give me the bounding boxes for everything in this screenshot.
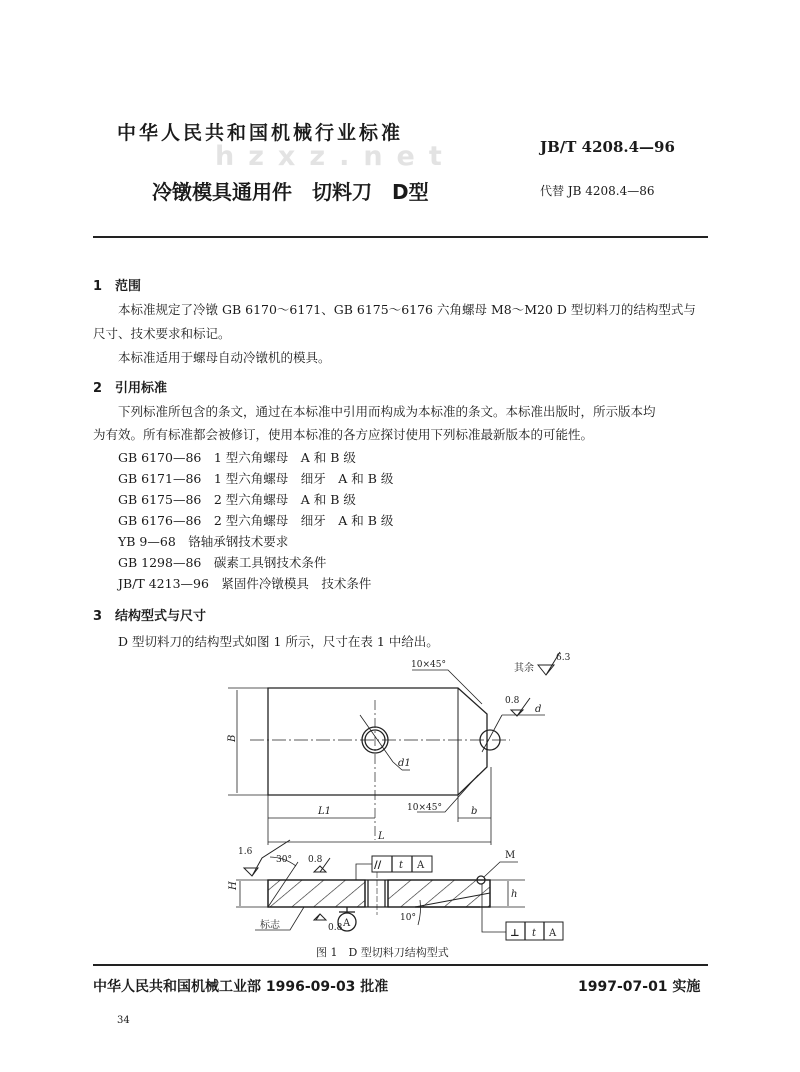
- cutter-top-view: [268, 688, 487, 795]
- footer-rule: [93, 964, 708, 966]
- roughness-top: 0.8: [308, 855, 323, 865]
- reference-item: GB 6170—86 1 型六角螺母 A 和 B 级: [118, 450, 356, 465]
- reference-item: GB 6171—86 1 型六角螺母 细牙 A 和 B 级: [118, 471, 394, 486]
- angle-10: 10°: [400, 913, 416, 923]
- parallel-datum: A: [417, 860, 425, 871]
- label-H: H: [228, 881, 239, 890]
- effective-date: 1997-07-01 实施: [578, 979, 701, 995]
- paragraph: 尺寸、技术要求和标记。: [93, 326, 231, 341]
- reference-item: GB 6176—86 2 型六角螺母 细牙 A 和 B 级: [118, 513, 394, 528]
- page-number: 34: [117, 1015, 130, 1026]
- reference-item: JB/T 4213—96 紧固件冷镦模具 技术条件: [118, 576, 372, 591]
- datum-label: A: [343, 918, 351, 929]
- figure-caption: 图 1 D 型切料刀结构型式: [316, 946, 449, 959]
- label-M: M: [505, 850, 516, 861]
- paragraph: 本标准适用于螺母自动冷镦机的模具。: [118, 350, 331, 365]
- marking-label: 标志: [260, 920, 280, 931]
- document-title: 冷镦模具通用件 切料刀 D型: [152, 180, 429, 204]
- label-b: b: [471, 806, 478, 817]
- reference-item: GB 6175—86 2 型六角螺母 A 和 B 级: [118, 492, 356, 507]
- roughness-hole: 0.8: [505, 696, 520, 706]
- reference-item: YB 9—68 铬轴承钢技术要求: [118, 534, 289, 549]
- paragraph: 下列标准所包含的条文，通过在本标准中引用而构成为本标准的条文。本标准出版时，所示版本均: [118, 404, 656, 419]
- rest-roughness-label: 其余: [514, 663, 534, 674]
- chamfer-bottom: 10×45°: [407, 803, 442, 813]
- paragraph: 为有效。所有标准都会被修订，使用本标准的各方应探讨使用下列标准最新版本的可能性。: [93, 427, 594, 442]
- roughness-bottom: 0.8: [328, 923, 343, 933]
- paragraph: D 型切料刀的结构型式如图 1 所示，尺寸在表 1 中给出。: [118, 634, 439, 649]
- section-heading-references: 2 引用标准: [93, 381, 168, 396]
- parallel-symbol: //: [374, 860, 382, 871]
- section-heading-structure: 3 结构型式与尺寸: [93, 609, 207, 624]
- perp-tol: t: [532, 928, 537, 939]
- label-d1: d1: [398, 758, 411, 769]
- label-L: L: [378, 831, 385, 842]
- replaces-standard: 代替 JB 4208.4—86: [540, 184, 655, 198]
- perp-datum: A: [549, 928, 557, 939]
- label-L1: L1: [318, 806, 332, 817]
- standard-organization: 中华人民共和国机械行业标准: [117, 122, 404, 144]
- approval-date: 中华人民共和国机械工业部 1996-09-03 批准: [93, 979, 389, 995]
- roughness-left: 1.6: [238, 847, 253, 857]
- reference-item: GB 1298—86 碳素工具钢技术条件: [118, 555, 327, 570]
- label-B: B: [227, 734, 238, 742]
- label-d: d: [535, 704, 542, 715]
- paragraph: 本标准规定了冷镦 GB 6170～6171、GB 6175～6176 六角螺母 M8～M20 D 型切料刀的结构型式与: [118, 302, 696, 317]
- standard-code: JB/T 4208.4—96: [540, 138, 675, 156]
- label-h: h: [511, 889, 518, 900]
- angle-30: 30°: [276, 855, 292, 865]
- chamfer-top: 10×45°: [411, 660, 446, 670]
- perp-symbol: ⊥: [510, 928, 520, 939]
- parallel-tol: t: [399, 860, 404, 871]
- watermark: hzxz.net: [215, 141, 456, 172]
- section-heading-scope: 1 范围: [93, 279, 142, 294]
- rest-roughness-value: 6.3: [556, 653, 571, 663]
